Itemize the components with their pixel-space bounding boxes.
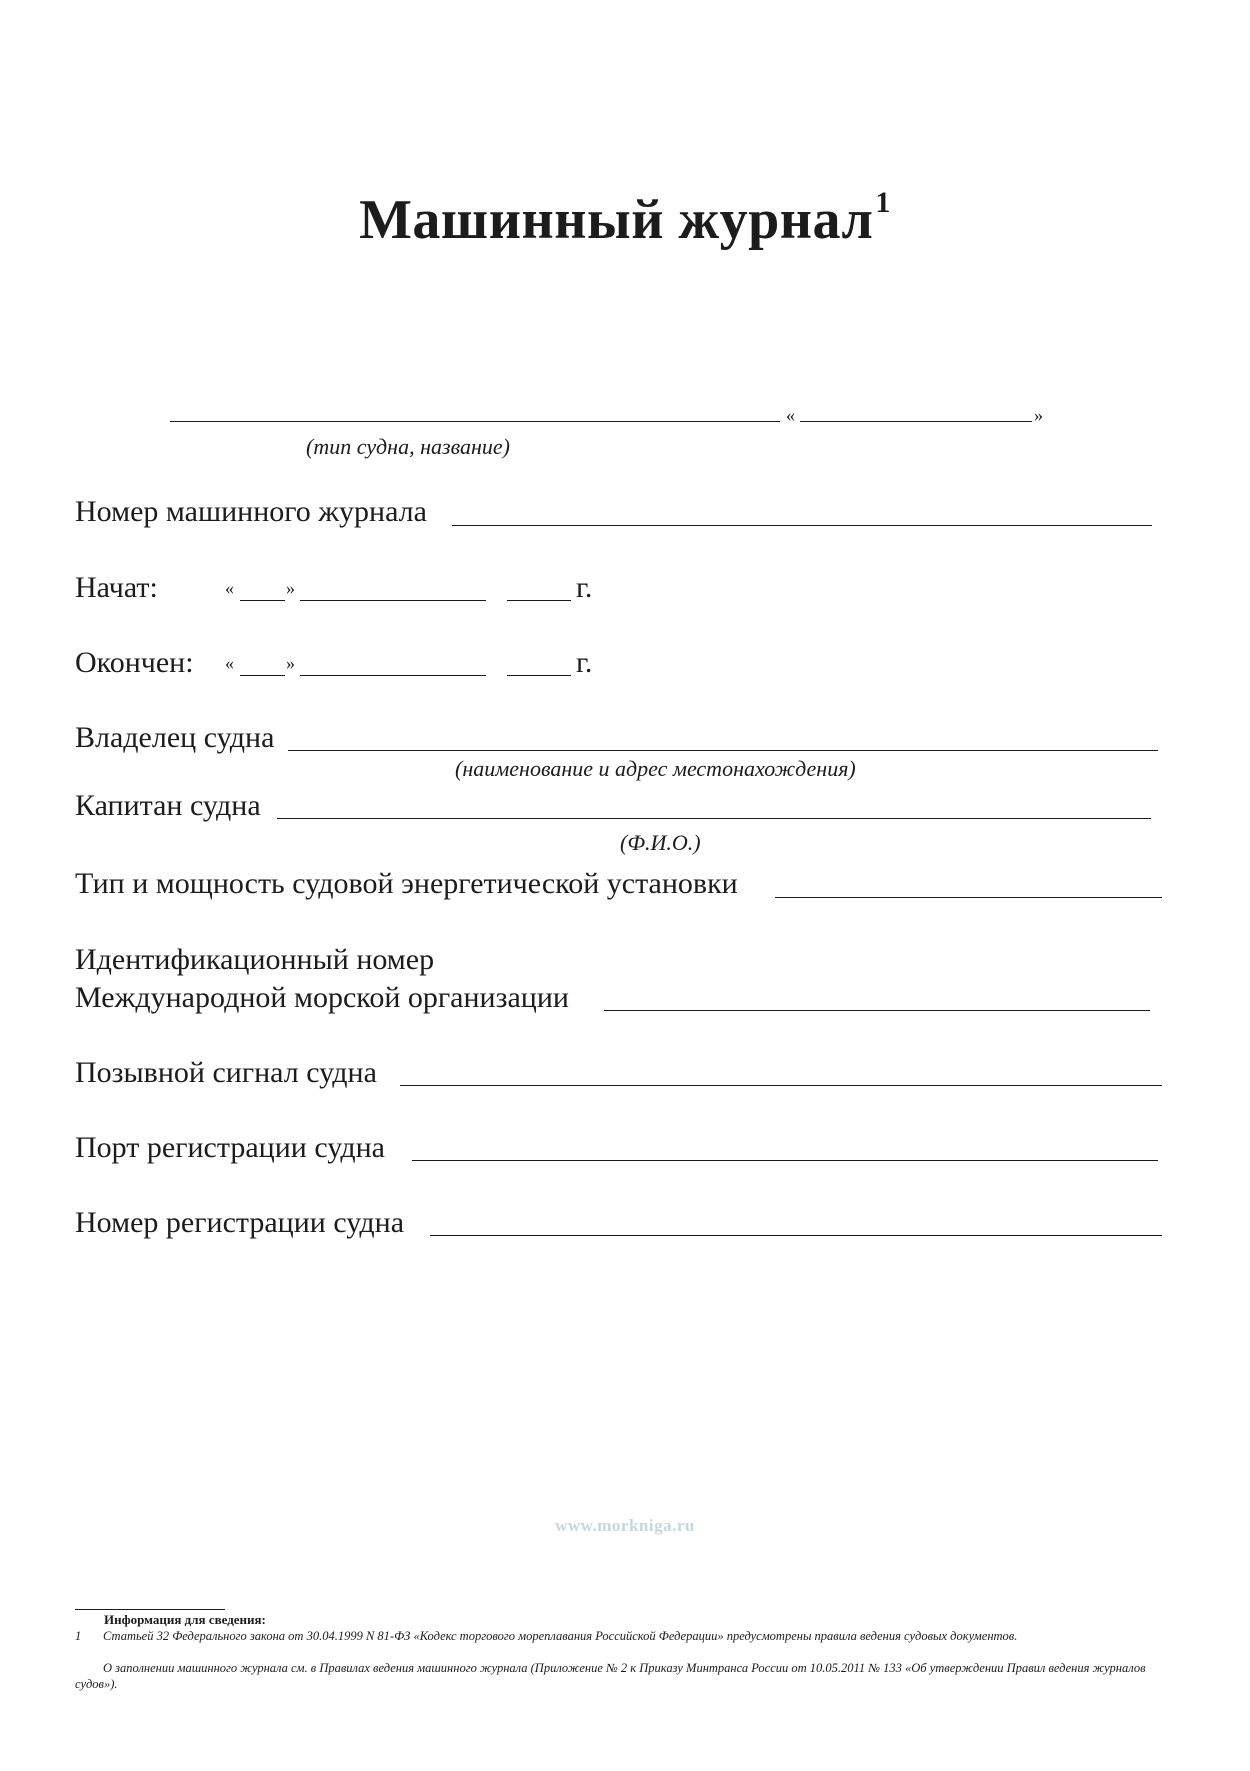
finished-month-line[interactable] xyxy=(300,675,486,676)
finished-close-quote: » xyxy=(286,653,295,673)
imo-line[interactable] xyxy=(604,1010,1150,1011)
footnote-1 xyxy=(75,1628,1175,1644)
port-line[interactable] xyxy=(412,1160,1158,1161)
journal-number-line[interactable] xyxy=(452,525,1152,526)
registration-number-label: Номер регистрации судна xyxy=(75,1206,405,1239)
imo-label-line2: Международной морской организации xyxy=(75,981,569,1014)
journal-number-label: Номер машинного журнала xyxy=(75,495,427,528)
title-footnote-mark: 1 xyxy=(875,186,891,220)
captain-label: Капитан судна xyxy=(75,789,261,822)
vessel-type-line[interactable] xyxy=(170,421,780,422)
registration-number-line[interactable] xyxy=(430,1235,1162,1236)
footnote-number: 1 xyxy=(75,1629,82,1643)
footnote-divider xyxy=(75,1609,225,1610)
started-label: Начат: xyxy=(75,571,158,604)
finished-year-suffix: г. xyxy=(576,646,593,679)
power-plant-line[interactable] xyxy=(775,897,1162,898)
captain-hint: (Ф.И.О.) xyxy=(620,830,701,855)
finished-open-quote: « xyxy=(225,653,234,673)
captain-line[interactable] xyxy=(277,818,1151,819)
finished-label: Окончен: xyxy=(75,646,194,679)
call-sign-line[interactable] xyxy=(400,1085,1162,1086)
title-text: Машинный журнал xyxy=(359,189,874,251)
call-sign-label: Позывной сигнал судна xyxy=(75,1056,377,1089)
started-year-suffix: г. xyxy=(576,571,593,604)
finished-day-line[interactable] xyxy=(240,675,285,676)
owner-label: Владелец судна xyxy=(75,721,275,754)
started-close-quote: » xyxy=(286,578,295,598)
power-plant-label: Тип и мощность судовой энергетической установки xyxy=(75,867,738,900)
finished-year-line[interactable] xyxy=(507,675,571,676)
watermark: www.morkniga.ru xyxy=(555,1516,695,1535)
owner-hint: (наименование и адрес местонахождения) xyxy=(455,756,856,781)
footnote-2-text: О заполнении машинного журнала см. в Правилах ведения машинного журнала (Приложение № 2 к Приказу Минтранса России от 10.05.2011 № 133 «Об утверждении Правил ведения журналов судов»). xyxy=(75,1661,1146,1691)
footnote-2 xyxy=(75,1660,1175,1692)
started-month-line[interactable] xyxy=(300,600,486,601)
footnote-heading: Информация для сведения: xyxy=(104,1612,266,1627)
footnote-1-text: Статьей 32 Федерального закона от 30.04.1999 N 81-ФЗ «Кодекс торгового мореплавания Российской Федерации» предусмотрены правила ведения судовых документов. xyxy=(103,1629,1018,1643)
vessel-name-line[interactable] xyxy=(800,421,1032,422)
started-open-quote: « xyxy=(225,578,234,598)
vessel-name-open-quote: « xyxy=(786,405,795,425)
vessel-name-close-quote: » xyxy=(1034,405,1043,425)
imo-label-line1: Идентификационный номер xyxy=(75,943,435,976)
vessel-hint: (тип судна, название) xyxy=(306,434,510,459)
page-title xyxy=(0,188,1250,252)
started-year-line[interactable] xyxy=(507,600,571,601)
port-label: Порт регистрации судна xyxy=(75,1131,385,1164)
owner-line[interactable] xyxy=(288,750,1158,751)
started-day-line[interactable] xyxy=(240,600,285,601)
